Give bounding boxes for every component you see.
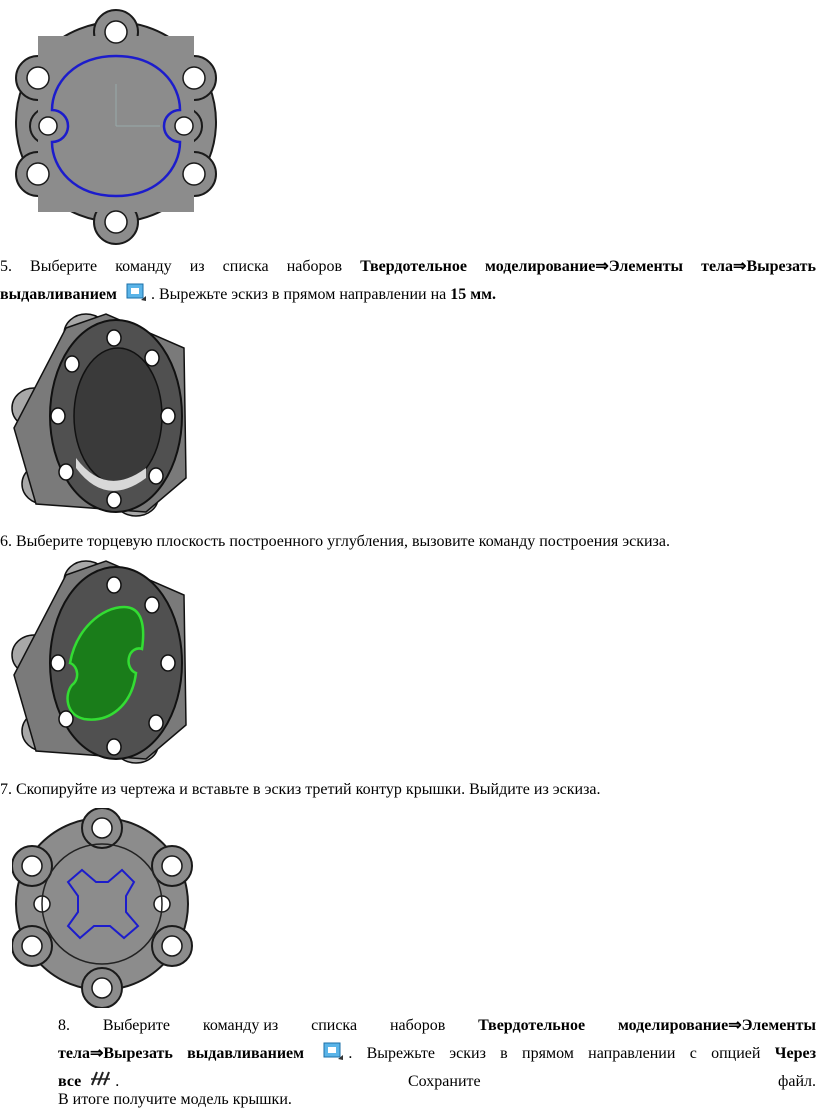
- figure-flange-cross-sketch: [12, 808, 198, 1008]
- step8-line2: тела⇒Вырезать выдавливанием . Вырежьте эскиз в прямом направлении с опцией Через: [58, 1040, 816, 1068]
- step5-line2: выдавливанием . Вырежьте эскиз в прямом направлении на 15 мм.: [0, 281, 496, 309]
- extrude-cut-icon: [322, 1041, 344, 1061]
- step-number: 5.: [0, 258, 12, 275]
- step8-line3: все . Сохраните файл.: [58, 1068, 816, 1096]
- extrude-cut-icon: [125, 282, 147, 302]
- step5-line1: 5. Выберите команду из списка наборов Твердотельное моделирование⇒Элементы тела⇒Вырезать: [0, 253, 816, 281]
- figure-part-recess: [6, 308, 192, 518]
- figure-part-selected-face: [6, 555, 192, 765]
- final-text: В итоге получите модель крышки.: [58, 1091, 292, 1108]
- step7-text: 7. Скопируйте из чертежа и вставьте в эскиз третий контур крышки. Выйдите из эскиза.: [0, 781, 601, 798]
- step8-line1: 8. Выберите команду из списка наборов Твердотельное моделирование⇒Элементы: [58, 1017, 816, 1034]
- step6-text: 6. Выберите торцевую плоскость построенного углубления, вызовите команду построения эскиза.: [0, 533, 670, 550]
- figure-flange-sketch: [8, 6, 228, 246]
